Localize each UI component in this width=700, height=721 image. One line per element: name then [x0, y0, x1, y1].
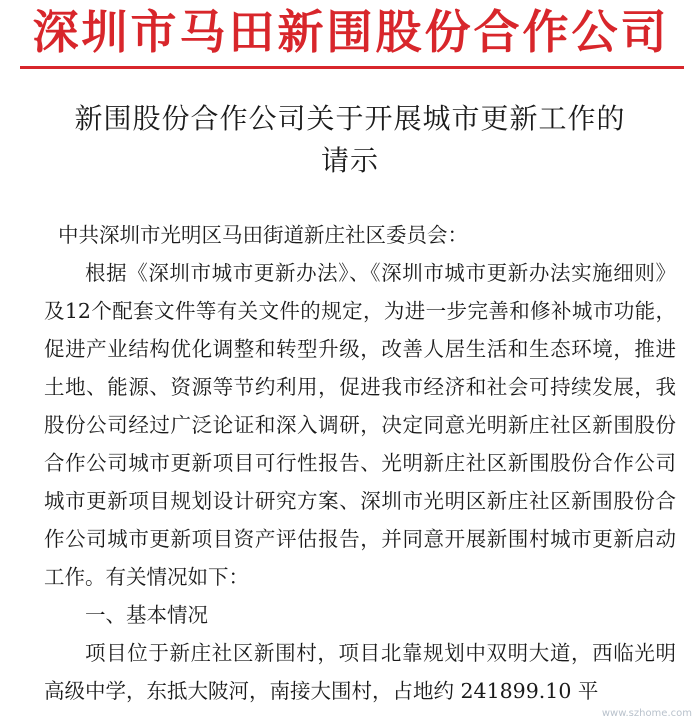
letterhead-red-rule	[20, 66, 684, 69]
site-watermark: www.szhome.com	[601, 708, 692, 719]
organization-name: 深圳市马田新围股份合作公司	[32, 5, 670, 59]
document-body	[44, 216, 676, 710]
salutation: 中共深圳市光明区马田街道新庄社区委员会：	[58, 223, 468, 247]
paragraph-background: 根据《深圳市城市更新办法》、《深圳市城市更新办法实施细则》及12个配套文件等有关文件的规定，为进一步完善和修补城市功能，促进产业结构优化调整和转型升级，改善人居生活和生态环境，推进土地、能源、资源等节约利用，促进我市经济和社会可持续发展，我股份公司经过广泛论证和深入调研，决定同意光明新庄社区新围股份合作公司城市更新项目可行性报告、光明新庄社区新围股份合作公司城市更新项目规划设计研究方案、深圳市光明区新庄社区新围股份合作公司城市更新项目资产评估报告，并同意开展新围村城市更新启动工作。有关情况如下：	[44, 261, 676, 589]
document-title	[0, 98, 700, 182]
document-title-line-1: 新围股份合作公司关于开展城市更新工作的	[74, 102, 626, 135]
paragraph-project-location: 项目位于新庄社区新围村，项目北靠规划中双明大道，西临光明高级中学，东抵大陂河，南接大围村，占地约 241899.10 平	[44, 641, 676, 703]
section-heading-basic-info: 一、基本情况	[85, 603, 208, 627]
letterhead	[0, 0, 700, 70]
document-title-line-2: 请示	[320, 144, 379, 177]
